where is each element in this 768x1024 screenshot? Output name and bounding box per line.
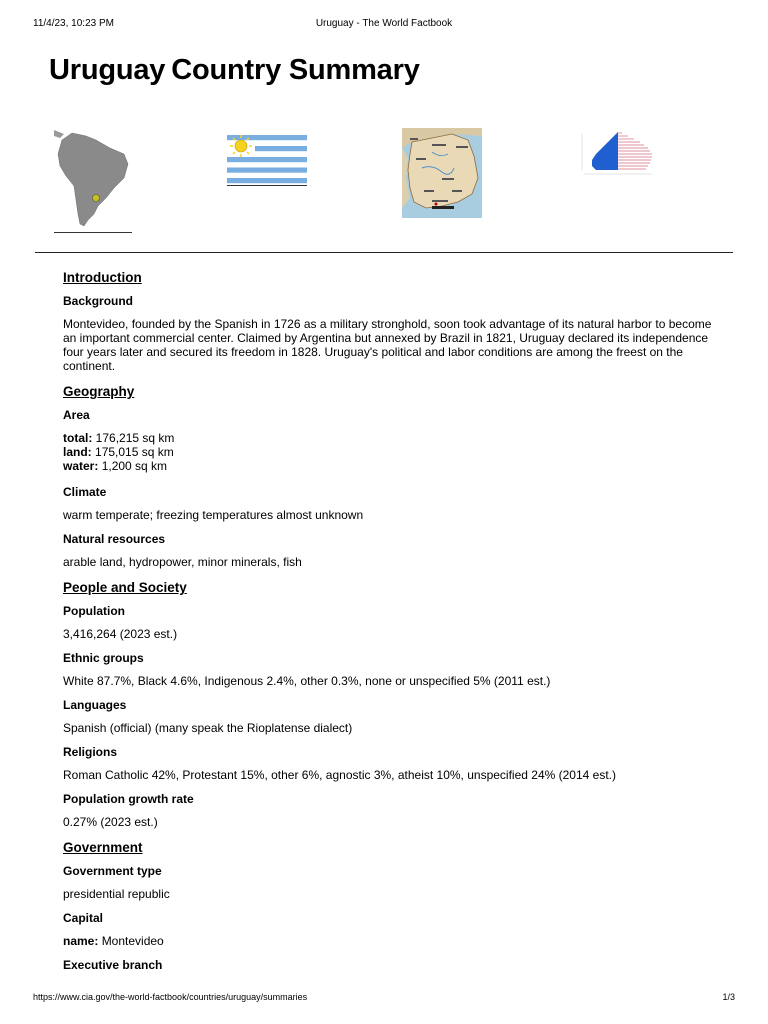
capital-name-label: name: <box>63 934 99 948</box>
print-page-title: Uruguay - The World Factbook <box>315 18 453 29</box>
section-title-government[interactable]: Government <box>63 840 143 855</box>
print-date: 11/4/23, 10:23 PM <box>33 18 114 29</box>
title-suffix: Country Summary <box>171 54 420 86</box>
field-value-religions: Roman Catholic 42%, Protestant 15%, other 6%, agnostic 3%, atheist 10%, unspecified 24% (2014 est.) <box>63 768 616 782</box>
area-land-value: 175,015 sq km <box>95 445 174 459</box>
field-label-government-type: Government type <box>63 864 162 878</box>
field-label-area: Area <box>63 408 90 422</box>
summary-content <box>63 269 713 981</box>
field-label-population: Population <box>63 604 125 618</box>
field-label-climate: Climate <box>63 485 107 499</box>
field-value-climate: warm temperate; freezing temperatures almost unknown <box>63 508 364 522</box>
field-value-languages: Spanish (official) (many speak the Rioplatense dialect) <box>63 721 353 735</box>
field-value-area <box>63 431 713 473</box>
flag-image[interactable] <box>227 131 307 187</box>
field-label-population-growth-rate: Population growth rate <box>63 792 194 806</box>
field-label-background: Background <box>63 294 134 308</box>
area-land-label: land: <box>63 445 92 459</box>
area-total-label: total: <box>63 431 93 445</box>
print-url[interactable]: https://www.cia.gov/the-world-factbook/countries/uruguay/summaries <box>33 992 308 1002</box>
field-label-capital: Capital <box>63 911 104 925</box>
capital-name-value: Montevideo <box>101 934 164 948</box>
page-title <box>49 54 420 87</box>
header-divider <box>35 252 733 253</box>
section-title-people-and-society[interactable]: People and Society <box>63 580 187 595</box>
section-title-introduction[interactable]: Introduction <box>63 270 142 285</box>
area-total-value: 176,215 sq km <box>95 431 175 445</box>
page-number: 1/3 <box>722 992 735 1002</box>
field-value-natural-resources: arable land, hydropower, minor minerals, fish <box>63 555 302 569</box>
field-value-ethnic-groups: White 87.7%, Black 4.6%, Indigenous 2.4%, other 0.3%, none or unspecified 5% (2011 est.) <box>63 674 551 688</box>
country-name: Uruguay <box>49 54 166 86</box>
area-water-label: water: <box>63 459 99 473</box>
field-label-religions: Religions <box>63 745 118 759</box>
section-title-geography[interactable]: Geography <box>63 384 135 399</box>
field-value-government-type: presidential republic <box>63 887 170 901</box>
field-label-executive-branch: Executive branch <box>63 958 163 972</box>
field-label-languages: Languages <box>63 698 127 712</box>
country-map-image[interactable] <box>402 128 482 218</box>
locator-map-image[interactable] <box>52 128 134 236</box>
field-label-natural-resources: Natural resources <box>63 532 166 546</box>
area-water-value: 1,200 sq km <box>101 459 168 473</box>
field-value-population: 3,416,264 (2023 est.) <box>63 627 178 641</box>
population-pyramid-image[interactable] <box>578 128 656 180</box>
field-label-ethnic-groups: Ethnic groups <box>63 651 144 665</box>
field-value-background: Montevideo, founded by the Spanish in 1726 as a military stronghold, soon took advantage of its natural harbor to become an important commercial center. Claimed by Argentina but annexed by Brazil in 1821, Uruguay declared its independence four years later and secured its freedom in 1828. Uruguay's political and labor conditions are among the freest on the continent. <box>63 317 712 373</box>
field-value-capital <box>63 934 713 948</box>
field-value-population-growth-rate: 0.27% (2023 est.) <box>63 815 158 829</box>
